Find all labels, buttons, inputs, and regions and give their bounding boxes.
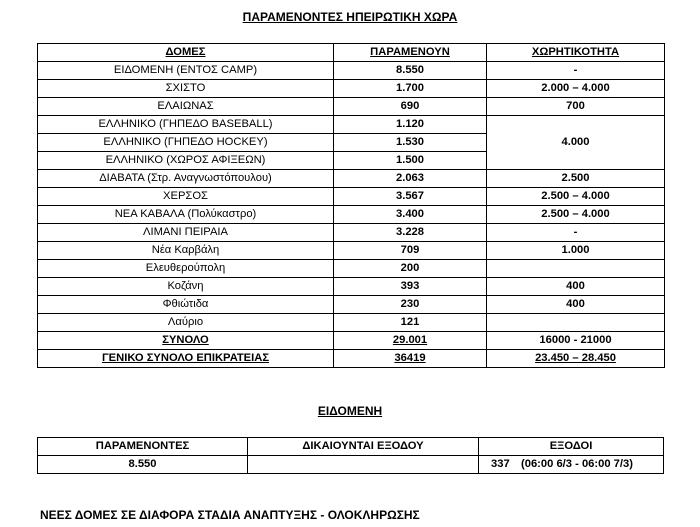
table-row — [38, 296, 665, 314]
remaining-value: 121 — [334, 314, 487, 332]
site-name: ΝΕΑ ΚΑΒΑΛΑ (Πολύκαστρο) — [38, 206, 334, 224]
remaining-value: 230 — [334, 296, 487, 314]
remaining-value: 3.400 — [334, 206, 487, 224]
grand-total-row — [38, 350, 665, 368]
table-row — [38, 170, 665, 188]
site-name: ΔΙΑΒΑΤΑ (Στρ. Αναγνωστόπουλου) — [38, 170, 334, 188]
table-row — [38, 224, 665, 242]
header-remaining: ΠΑΡΑΜΕΝΟΝΤΕΣ — [38, 438, 248, 456]
section-title-eidomeni: ΕΙΔΟΜΕΝΗ — [317, 404, 383, 418]
site-name: Νέα Καρβάλη — [38, 242, 334, 260]
site-name: ΕΛΑΙΩΝΑΣ — [38, 98, 334, 116]
remaining-value: 8.550 — [38, 456, 248, 474]
capacity-value: 2.500 – 4.000 — [487, 206, 665, 224]
total-label: ΣΥΝΟΛΟ — [38, 332, 334, 350]
remaining-value: 200 — [334, 260, 487, 278]
table-header-row — [38, 44, 665, 62]
exits-period: (06:00 6/3 - 06:00 7/3) — [521, 458, 633, 470]
capacity-value: 2.000 – 4.000 — [487, 80, 665, 98]
capacity-value — [487, 260, 665, 278]
table-row — [38, 456, 664, 474]
site-name: ΣΧΙΣΤΟ — [38, 80, 334, 98]
main-title: ΠΑΡΑΜΕΝΟΝΤΕΣ ΗΠΕΙΡΩΤΙΚΗ ΧΩΡΑ — [242, 10, 458, 24]
remaining-table — [37, 43, 665, 368]
table-row — [38, 206, 665, 224]
remaining-value: 393 — [334, 278, 487, 296]
remaining-value: 1.120 — [334, 116, 487, 134]
exits-value — [479, 456, 664, 474]
site-name: ΕΛΛΗΝΙΚΟ (ΧΩΡΟΣ ΑΦΙΞΕΩΝ) — [38, 152, 334, 170]
total-row — [38, 332, 665, 350]
capacity-value: 1.000 — [487, 242, 665, 260]
header-remaining: ΠΑΡΑΜΕΝΟΥΝ — [334, 44, 487, 62]
capacity-value: - — [487, 62, 665, 80]
capacity-value: 2.500 — [487, 170, 665, 188]
table-row — [38, 98, 665, 116]
site-name: Κοζάνη — [38, 278, 334, 296]
total-remaining: 29.001 — [334, 332, 487, 350]
table-row — [38, 80, 665, 98]
header-entitled-exit: ΔΙΚΑΙΟΥΝΤΑΙ ΕΞΟΔΟΥ — [248, 438, 479, 456]
grand-total-label: ΓΕΝΙΚΟ ΣΥΝΟΛΟ ΕΠΙΚΡΑΤΕΙΑΣ — [38, 350, 334, 368]
entitled-value — [248, 456, 479, 474]
site-name: ΛΙΜΑΝΙ ΠΕΙΡΑΙΑ — [38, 224, 334, 242]
grand-total-capacity: 23.450 – 28.450 — [487, 350, 665, 368]
site-name: Φθιώτιδα — [38, 296, 334, 314]
table-row — [38, 314, 665, 332]
capacity-value: 700 — [487, 98, 665, 116]
total-capacity: 16000 - 21000 — [487, 332, 665, 350]
site-name: Λαύριο — [38, 314, 334, 332]
capacity-value: 400 — [487, 296, 665, 314]
remaining-value: 3.228 — [334, 224, 487, 242]
bottom-heading: ΝΕΕΣ ΔΟΜΕΣ ΣΕ ΔΙΑΦΟΡΑ ΣΤΑΔΙΑ ΑΝΑΠΤΥΞΗΣ - ΟΛΟΚΛΗΡΩΣΗΣ — [40, 508, 420, 522]
site-name: ΕΛΛΗΝΙΚΟ (ΓΗΠΕΔΟ HOCKEY) — [38, 134, 334, 152]
site-name: ΕΙΔΟΜΕΝΗ (ΕΝΤΟΣ CAMP) — [38, 62, 334, 80]
remaining-value: 8.550 — [334, 62, 487, 80]
eidomeni-table — [37, 437, 664, 474]
grand-total-remaining: 36419 — [334, 350, 487, 368]
capacity-value: 400 — [487, 278, 665, 296]
site-name: ΧΕΡΣΟΣ — [38, 188, 334, 206]
table-row — [38, 188, 665, 206]
remaining-value: 3.567 — [334, 188, 487, 206]
remaining-value: 2.063 — [334, 170, 487, 188]
remaining-value: 1.530 — [334, 134, 487, 152]
capacity-value: - — [487, 224, 665, 242]
capacity-value-merged: 4.000 — [487, 116, 665, 170]
exits-count: 337 — [491, 458, 510, 470]
capacity-value — [487, 314, 665, 332]
site-name: Ελευθερούπολη — [38, 260, 334, 278]
remaining-value: 690 — [334, 98, 487, 116]
remaining-value: 1.700 — [334, 80, 487, 98]
table-row — [38, 278, 665, 296]
table-row — [38, 62, 665, 80]
table-row — [38, 242, 665, 260]
header-sites: ΔΟΜΕΣ — [38, 44, 334, 62]
table-row — [38, 260, 665, 278]
capacity-value: 2.500 – 4.000 — [487, 188, 665, 206]
header-capacity: ΧΩΡΗΤΙΚΟΤΗΤΑ — [487, 44, 665, 62]
table-header-row — [38, 438, 664, 456]
site-name: ΕΛΛΗΝΙΚΟ (ΓΗΠΕΔΟ BASEBALL) — [38, 116, 334, 134]
table-row — [38, 116, 665, 134]
remaining-value: 1.500 — [334, 152, 487, 170]
header-exits: ΕΞΟΔΟΙ — [479, 438, 664, 456]
remaining-value: 709 — [334, 242, 487, 260]
